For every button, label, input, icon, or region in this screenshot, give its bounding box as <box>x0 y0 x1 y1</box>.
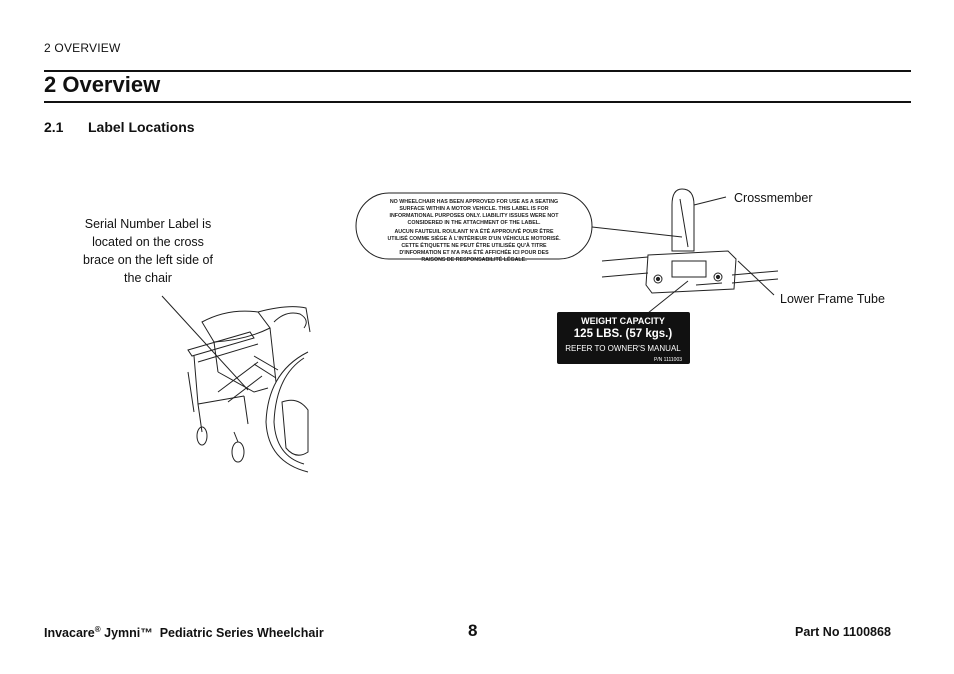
weight-label-line3: REFER TO OWNER'S MANUAL <box>565 344 681 353</box>
wheelchair-illustration <box>158 292 314 478</box>
footer-series: Pediatric Series Wheelchair <box>159 626 324 641</box>
frame-tubes <box>602 189 778 313</box>
lower-frame-tube-callout: Lower Frame Tube <box>780 292 885 306</box>
weight-label-line1: WEIGHT CAPACITY <box>581 316 665 326</box>
footer-product-name: Jymni™ <box>104 626 153 641</box>
footer-registered: ® <box>94 625 101 634</box>
seating-label-fr-1: AUCUN FAUTEUIL ROULANT N'A ÉTÉ APPROUVÉ POUR ÊTRE <box>394 229 554 235</box>
seating-label-fr-2: UTILISÉ COMME SIÈGE À L'INTÉRIEUR D'UN VÉHICULE MOTORISÉ. <box>387 236 561 242</box>
section-title: Label Locations <box>88 119 195 135</box>
crossmember-leader <box>694 197 726 205</box>
running-head: 2 OVERVIEW <box>44 41 121 55</box>
top-rule <box>44 70 911 72</box>
lower-frame-tube-leader <box>738 261 774 295</box>
seating-label-fr-4: D'INFORMATION ET N'A PAS ÉTÉ AFFICHÉE ICI POUR DES <box>399 250 549 256</box>
seating-label-en-3: INFORMATIONAL PURPOSES ONLY. LIABILITY ISSUES WERE NOT <box>389 213 559 219</box>
section-heading <box>44 119 195 135</box>
label-locations-diagram <box>352 185 792 370</box>
footer-brand: Invacare <box>44 626 95 641</box>
serial-number-note: Serial Number Label is located on the cross brace on the left side of the chair <box>83 217 213 285</box>
weight-label-part: P/N 1111003 <box>653 357 683 363</box>
title-underline <box>44 101 911 103</box>
footer-product <box>44 625 324 640</box>
seating-label-en-2: SURFACE WITHIN A MOTOR VEHICLE. THIS LABEL IS FOR <box>399 206 549 212</box>
weight-label-line2: 125 LBS. (57 kgs.) <box>573 328 673 340</box>
section-number: 2.1 <box>44 119 64 135</box>
seating-label-en-1: NO WHEELCHAIR HAS BEEN APPROVED FOR USE AS A SEATING <box>389 199 559 205</box>
weight-label-leader <box>648 281 688 313</box>
footer-part-number: Part No 1100868 <box>795 625 891 639</box>
seating-label-en-4: CONSIDERED IN THE ATTACHMENT OF THE LABEL. <box>407 220 541 226</box>
oval-leader-line <box>592 227 682 237</box>
page-number: 8 <box>468 621 478 640</box>
seating-label-fr-3: CETTE ÉTIQUETTE NE PEUT ÊTRE UTILISÉE QU'À TITRE <box>401 243 547 249</box>
chapter-title: 2 Overview <box>44 72 161 97</box>
crossmember-callout: Crossmember <box>734 191 813 205</box>
weight-capacity-label <box>557 312 690 364</box>
seating-label-fr-5: RAISONS DE RESPONSABILITÉ LÉGALE. <box>421 257 527 263</box>
